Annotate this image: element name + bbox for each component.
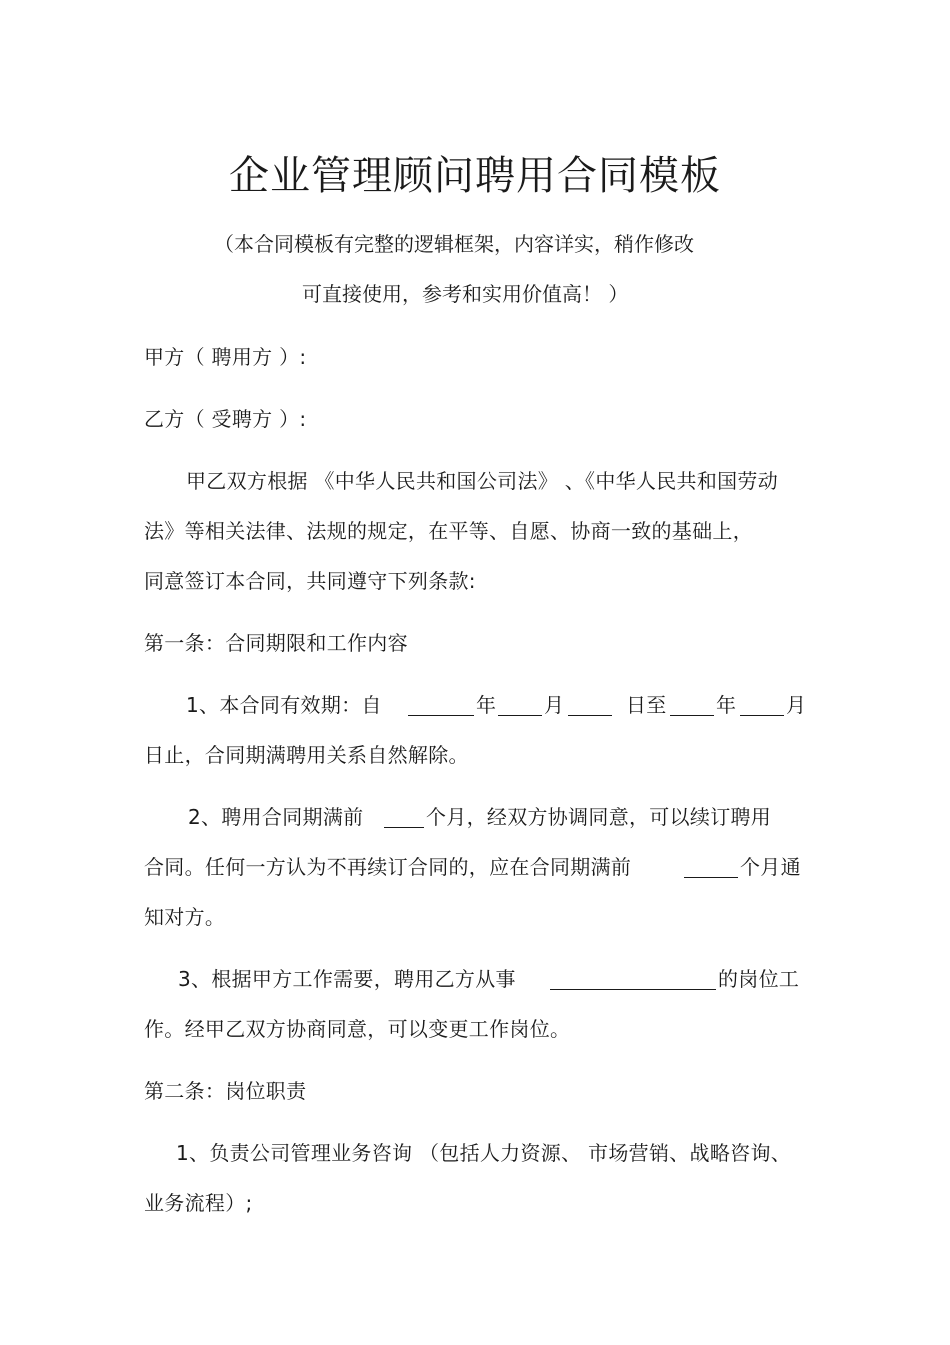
renewal-months-blank (384, 809, 424, 828)
article1-item3-prefix: 3、根据甲方工作需要，聘用乙方从事 (178, 967, 516, 991)
article1-heading: 第一条：合同期限和工作内容 (144, 631, 408, 655)
notice-months-blank (684, 859, 738, 878)
article1-item3-rest: 的岗位工 (718, 967, 800, 991)
month-label: 月 (544, 693, 565, 717)
start-year-blank (408, 697, 474, 716)
article1-item2-line2-end: 个月通 (740, 855, 801, 879)
intro-line1: 甲乙双方根据 《中华人民共和国公司法》 、《中华人民共和国劳动 (186, 469, 779, 493)
intro-line2: 法》等相关法律、法规的规定，在平等、自愿、协商一致的基础上， (144, 519, 753, 543)
end-month-label: 月 (786, 693, 807, 717)
document-title: 企业管理顾问聘用合同模板 (229, 153, 721, 199)
article2-item1-line1: 1、负责公司管理业务咨询 （包括人力资源、 市场营销、战略咨询、 (176, 1141, 792, 1165)
article1-item1-line2: 日止，合同期满聘用关系自然解除。 (144, 743, 469, 767)
party-a-label: 甲方（ 聘用方 ）: (144, 345, 307, 369)
end-year-label: 年 (716, 693, 737, 717)
position-blank (550, 971, 716, 990)
template-note-line1: （本合同模板有完整的逻辑框架，内容详实，稍作修改 (214, 232, 694, 256)
template-note-line2: 可直接使用，参考和实用价值高！ ） (302, 282, 629, 306)
end-year-blank (670, 697, 714, 716)
article1-item2-line2: 合同。任何一方认为不再续订合同的，应在合同期满前 (144, 855, 632, 879)
article2-item1-line2: 业务流程）; (144, 1191, 253, 1215)
party-b-label: 乙方（ 受聘方 ）: (144, 407, 307, 431)
intro-line3: 同意签订本合同，共同遵守下列条款: (144, 569, 476, 593)
article1-item2-rest: 个月，经双方协调同意，可以续订聘用 (426, 805, 772, 829)
article2-heading: 第二条：岗位职责 (144, 1079, 307, 1103)
end-month-blank (740, 697, 784, 716)
article1-item2-line3: 知对方。 (144, 905, 226, 929)
start-month-blank (498, 697, 542, 716)
day-to-label: 日至 (626, 693, 667, 717)
start-day-blank (568, 697, 612, 716)
year-label: 年 (476, 693, 497, 717)
article1-item1-prefix: 1、本合同有效期：自 (186, 693, 382, 717)
article1-item3-line2: 作。经甲乙双方协商同意，可以变更工作岗位。 (144, 1017, 571, 1041)
article1-item2-prefix: 2、聘用合同期满前 (188, 805, 364, 829)
